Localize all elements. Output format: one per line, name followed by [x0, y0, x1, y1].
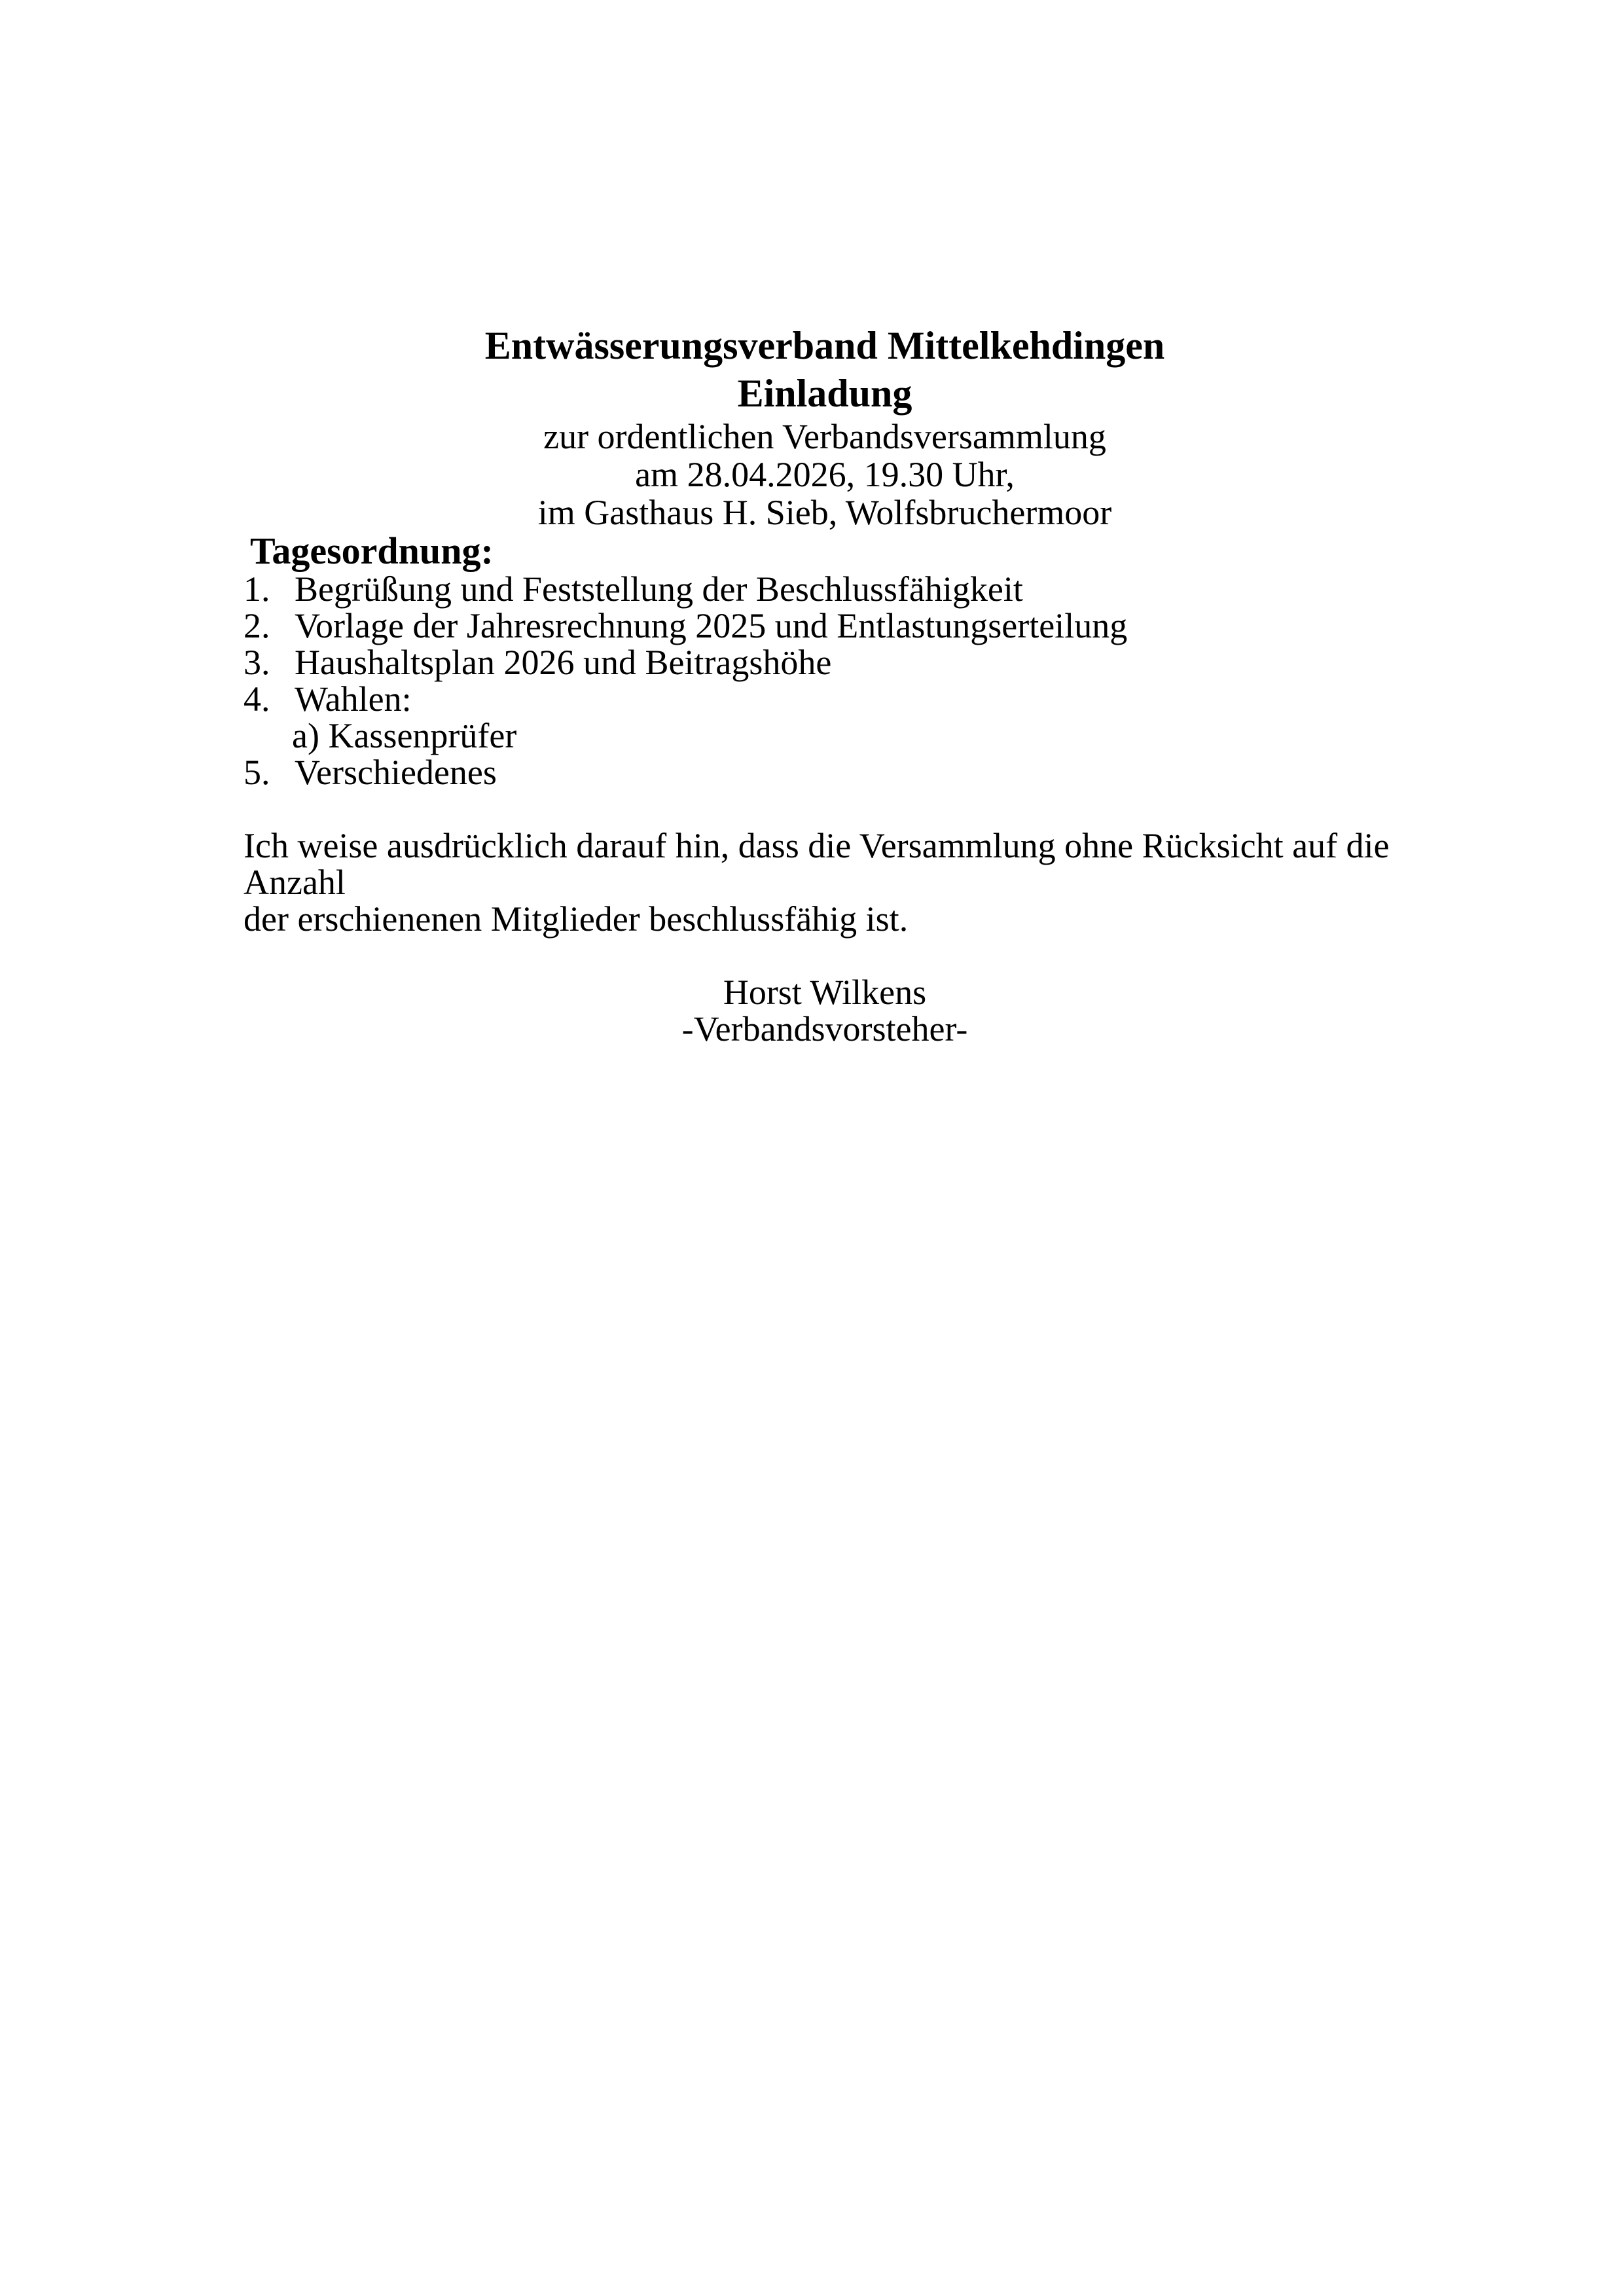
agenda-item-4-number: 4.	[244, 679, 270, 719]
agenda-item-5-number: 5.	[244, 753, 270, 792]
agenda-list	[244, 571, 1406, 791]
signature-role: -Verbandsvorsteher-	[681, 1009, 968, 1049]
agenda-item-4-text: Wahlen:	[295, 679, 412, 719]
subtitle-line-occasion: zur ordentlichen Verbandsversammlung	[543, 417, 1106, 456]
agenda-item-5-text: Verschiedenes	[295, 753, 497, 792]
agenda-item-4	[244, 681, 1406, 717]
agenda-item-3-text: Haushaltsplan 2026 und Beitragshöhe	[295, 643, 832, 682]
signature-name: Horst Wilkens	[723, 973, 927, 1012]
quorum-notice-line-1: Ich weise ausdrücklich darauf hin, dass die Versammlung ohne Rücksicht auf die Anzahl	[244, 826, 1390, 902]
quorum-notice-line-2: der erschienenen Mitglieder beschlussfähig ist.	[244, 899, 909, 939]
agenda-item-4-sub-item: a) Kassenprüfer	[292, 716, 517, 755]
agenda-item-5	[244, 754, 1406, 791]
agenda-item-2	[244, 607, 1406, 644]
quorum-notice	[244, 827, 1406, 937]
agenda-item-3	[244, 644, 1406, 681]
subtitle-line-location: im Gasthaus H. Sieb, Wolfsbruchermoor	[537, 493, 1112, 532]
title-line-organization: Entwässerungsverband Mittelkehdingen	[484, 324, 1165, 367]
signature-block	[244, 974, 1406, 1047]
agenda-item-3-number: 3.	[244, 643, 270, 682]
agenda-item-1-number: 1.	[244, 569, 270, 609]
agenda-item-2-number: 2.	[244, 606, 270, 645]
agenda-heading: Tagesordnung:	[250, 529, 494, 572]
agenda-item-1	[244, 571, 1406, 607]
title-line-invitation: Einladung	[737, 372, 912, 415]
document-content	[244, 322, 1406, 1047]
agenda-item-2-text: Vorlage der Jahresrechnung 2025 und Entlastungserteilung	[295, 606, 1128, 645]
document-title	[244, 322, 1406, 418]
document-subtitle	[244, 418, 1406, 531]
agenda-item-1-text: Begrüßung und Feststellung der Beschlussfähigkeit	[295, 569, 1023, 609]
subtitle-line-datetime: am 28.04.2026, 19.30 Uhr,	[635, 455, 1015, 494]
